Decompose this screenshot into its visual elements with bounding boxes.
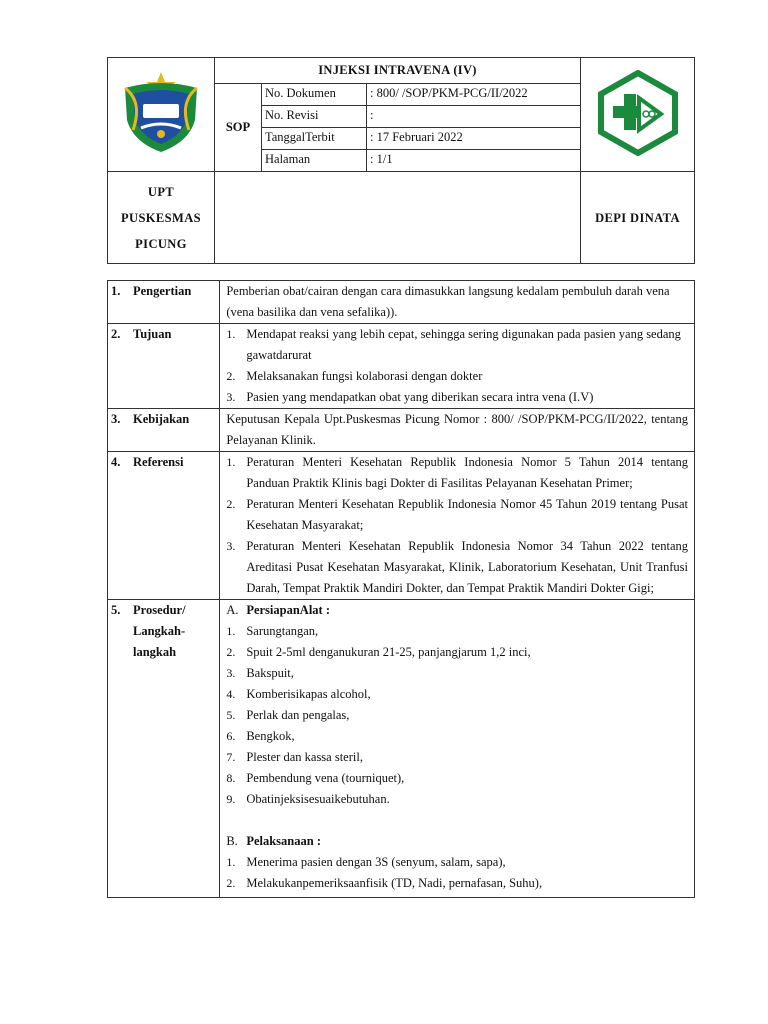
district-logo-cell — [108, 58, 215, 172]
label-prosedur — [108, 600, 220, 898]
list-item: 2. Melaksanakan fungsi kolaborasi dengan dokter — [226, 369, 483, 383]
meta-value-halaman: : 1/1 — [367, 150, 581, 172]
list-item: 3. Bakspuit, — [226, 666, 294, 680]
subsection-pelaksanaan — [226, 831, 688, 852]
section-number: 3. — [111, 412, 121, 426]
list-item: 7. Plester dan kassa steril, — [226, 750, 363, 764]
list-item: 3. Pasien yang mendapatkan obat yang diberikan secara intra vena (I.V) — [226, 390, 594, 404]
list-item: 3. Peraturan Menteri Kesehatan Republik Indonesia Nomor 34 Tahun 2022 tentang Areditasi Pusat Kesehatan Masyarakat, Klinik, Laboratorium Kesehatan, Unit Tranfusi Darah, Tempat Praktik Mandiri Dokter, dan Tempat Praktik Mandiri Dokter Gigi; — [226, 539, 688, 595]
puskesmas-logo-icon — [595, 70, 681, 156]
content-pengertian: Pemberian obat/cairan dengan cara dimasukkan langsung kedalam pembuluh darah vena (vena basilika dan vena sefalika)). — [220, 281, 695, 324]
list-item: 9. Obatinjeksisesuaikebutuhan. — [226, 792, 390, 806]
meta-label-tanggal: TanggalTerbit — [262, 128, 367, 150]
section-label: Kebijakan — [133, 412, 190, 426]
subsection-letter: A. — [226, 603, 239, 617]
list-item: 5. Perlak dan pengalas, — [226, 708, 350, 722]
section-label: Pengertian — [133, 284, 192, 298]
label-pengertian — [108, 281, 220, 324]
alat-list — [226, 621, 688, 810]
document-title: INJEKSI INTRAVENA (IV) — [215, 58, 581, 84]
section-label-line-3: langkah — [133, 645, 177, 659]
empty-cell — [215, 172, 581, 264]
list-item: 8. Pembendung vena (tourniquet), — [226, 771, 405, 785]
list-item: 4. Komberisikapas alcohol, — [226, 687, 371, 701]
section-label: Referensi — [133, 455, 184, 469]
puskesmas-logo-cell — [581, 58, 695, 172]
row-kebijakan — [108, 409, 695, 452]
label-referensi — [108, 452, 220, 600]
signatory-name: DEPI DINATA — [581, 172, 695, 264]
section-number: 1. — [111, 284, 121, 298]
organization-name — [108, 172, 215, 264]
content-referensi — [220, 452, 695, 600]
content-prosedur — [220, 600, 695, 898]
section-number: 4. — [111, 455, 121, 469]
header-table — [107, 57, 695, 264]
meta-value-tanggal: : 17 Februari 2022 — [367, 128, 581, 150]
meta-label-halaman: Halaman — [262, 150, 367, 172]
meta-label-revisi: No. Revisi — [262, 106, 367, 128]
district-emblem-icon — [115, 70, 207, 156]
content-tujuan — [220, 324, 695, 409]
section-label: Prosedur/ — [133, 603, 186, 617]
label-tujuan — [108, 324, 220, 409]
content-kebijakan: Keputusan Kepala Upt.Puskesmas Picung Nomor : 800/ /SOP/PKM-PCG/II/2022, tentang Pelayanan Klinik. — [220, 409, 695, 452]
org-line-3: PICUNG — [135, 236, 187, 251]
section-label: Tujuan — [133, 327, 172, 341]
list-item: 1. Peraturan Menteri Kesehatan Republik Indonesia Nomor 5 Tahun 2014 tentang Panduan Praktik Klinis bagi Dokter di Fasilitas Pelayanan Kesehatan Primer; — [226, 455, 688, 490]
sop-label: SOP — [215, 84, 262, 172]
subsection-letter: B. — [226, 834, 238, 848]
meta-label-dokumen: No. Dokumen — [262, 84, 367, 106]
label-kebijakan — [108, 409, 220, 452]
org-line-1: UPT — [147, 184, 175, 199]
list-item: 2. Peraturan Menteri Kesehatan Republik Indonesia Nomor 45 Tahun 2019 tentang Pusat Kesehatan Masyarakat; — [226, 497, 688, 532]
list-item: 1. Mendapat reaksi yang lebih cepat, sehingga sering digunakan pada pasien yang sedang gawatdarurat — [226, 327, 681, 362]
section-label-line-2: Langkah- — [133, 624, 186, 638]
list-item: 1. Menerima pasien dengan 3S (senyum, salam, sapa), — [226, 855, 506, 869]
list-item: 2. Spuit 2-5ml denganukuran 21-25, panjangjarum 1,2 inci, — [226, 645, 531, 659]
content-table — [107, 280, 695, 898]
org-line-2: PUSKESMAS — [120, 210, 201, 225]
meta-value-dokumen: : 800/ /SOP/PKM-PCG/II/2022 — [367, 84, 581, 106]
row-pengertian — [108, 281, 695, 324]
row-referensi — [108, 452, 695, 600]
row-tujuan — [108, 324, 695, 409]
subsection-title: PersiapanAlat : — [246, 603, 331, 617]
pelaksanaan-list — [226, 852, 688, 894]
section-number: 2. — [111, 327, 121, 341]
subsection-persiapan-alat — [226, 600, 688, 621]
list-item: 1. Sarungtangan, — [226, 624, 319, 638]
meta-value-revisi: : — [367, 106, 581, 128]
row-prosedur — [108, 600, 695, 898]
list-item: 2. Melakukanpemeriksaanfisik (TD, Nadi, pernafasan, Suhu), — [226, 876, 543, 890]
subsection-title: Pelaksanaan : — [246, 834, 321, 848]
list-item: 6. Bengkok, — [226, 729, 295, 743]
section-number: 5. — [111, 603, 121, 617]
